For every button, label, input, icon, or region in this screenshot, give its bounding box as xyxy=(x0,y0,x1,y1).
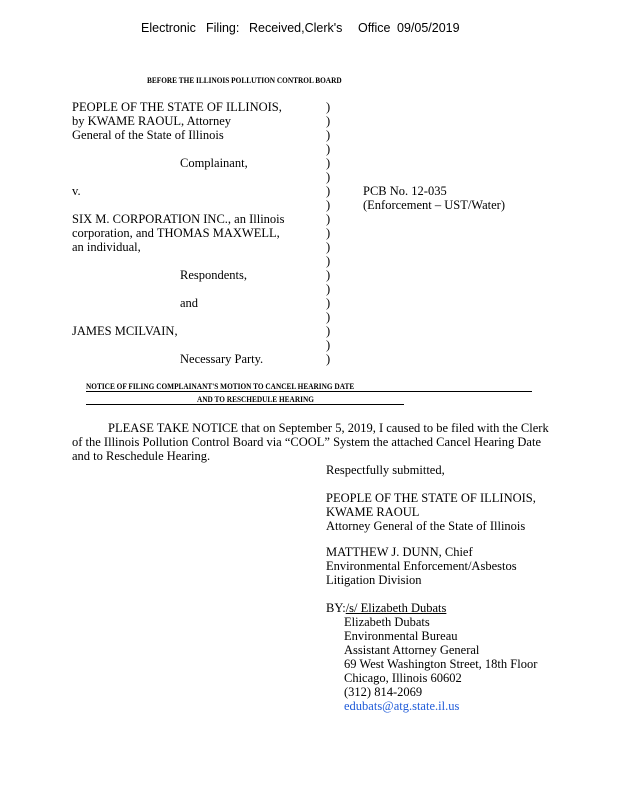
paren: ) xyxy=(326,226,331,240)
versus: v. xyxy=(72,184,81,198)
paren: ) xyxy=(326,338,331,352)
chief-block xyxy=(326,545,517,587)
contact-line: 69 West Washington Street, 18th Floor xyxy=(344,657,538,671)
ag-block xyxy=(326,491,536,533)
contact-line: Elizabeth Dubats xyxy=(344,615,430,629)
closing: Respectfully submitted, xyxy=(326,463,445,477)
caption-paren-column xyxy=(326,100,330,366)
respondent-line: SIX M. CORPORATION INC., an Illinois xyxy=(72,212,285,226)
filing-header-office: Office xyxy=(358,21,391,35)
ag-line: KWAME RAOUL xyxy=(326,505,420,519)
paren: ) xyxy=(326,282,331,296)
case-number: PCB No. 12-035 xyxy=(363,184,447,198)
chief-line: MATTHEW J. DUNN, Chief xyxy=(326,545,473,559)
filing-header-electronic: Electronic xyxy=(141,21,196,35)
contact-line: Chicago, Illinois 60602 xyxy=(344,671,462,685)
email-link[interactable]: edubats@atg.state.il.us xyxy=(344,699,460,713)
ag-line: PEOPLE OF THE STATE OF ILLINOIS, xyxy=(326,491,536,505)
contact-block xyxy=(344,615,537,713)
and-word: and xyxy=(180,296,199,310)
body-line: PLEASE TAKE NOTICE that on September 5, 2019, I caused to be filed with the Clerk xyxy=(108,421,549,435)
paren: ) xyxy=(326,352,331,366)
respondent-line: an individual, xyxy=(72,240,141,254)
body-line: and to Reschedule Hearing. xyxy=(72,449,211,463)
necessary-party-role: Necessary Party. xyxy=(180,352,264,366)
respondent-role: Respondents, xyxy=(180,268,248,282)
paren: ) xyxy=(326,170,331,184)
filing-header-filing: Filing: xyxy=(206,21,240,35)
paren: ) xyxy=(326,100,331,114)
paren: ) xyxy=(326,240,331,254)
complainant-block xyxy=(72,100,282,142)
filing-header-date: 09/05/2019 xyxy=(397,21,460,35)
respondent-block xyxy=(72,212,285,254)
by-line xyxy=(326,601,446,615)
chief-line: Environmental Enforcement/Asbestos xyxy=(326,559,517,573)
paren: ) xyxy=(326,184,331,198)
paren: ) xyxy=(326,254,331,268)
chief-line: Litigation Division xyxy=(326,573,422,587)
paren: ) xyxy=(326,156,331,170)
complainant-line: by KWAME RAOUL, Attorney xyxy=(72,114,232,128)
contact-line: (312) 814-2069 xyxy=(344,685,423,699)
respondent-line: corporation, and THOMAS MAXWELL, xyxy=(72,226,280,240)
electronic-signature: /s/ Elizabeth Dubats xyxy=(345,601,447,615)
ag-line: Attorney General of the State of Illinois xyxy=(326,519,526,533)
paren: ) xyxy=(326,268,331,282)
complainant-line: General of the State of Illinois xyxy=(72,128,224,142)
body-line: of the Illinois Pollution Control Board via “COOL” System the attached Cancel Hearing Date xyxy=(72,435,541,449)
complainant-role: Complainant, xyxy=(180,156,248,170)
complainant-line: PEOPLE OF THE STATE OF ILLINOIS, xyxy=(72,100,282,114)
contact-line: Assistant Attorney General xyxy=(344,643,480,657)
paren: ) xyxy=(326,212,331,226)
paren: ) xyxy=(326,142,331,156)
by-label: BY: xyxy=(326,601,346,615)
case-type: (Enforcement – UST/Water) xyxy=(363,198,505,212)
contact-line: Environmental Bureau xyxy=(344,629,458,643)
paren: ) xyxy=(326,198,331,212)
notice-title-underline xyxy=(86,391,532,392)
paren: ) xyxy=(326,128,331,142)
paren: ) xyxy=(326,310,331,324)
notice-title-line2: AND TO RESCHEDULE HEARING xyxy=(197,394,314,404)
board-title: BEFORE THE ILLINOIS POLLUTION CONTROL BOARD xyxy=(147,75,342,85)
notice-title-underline xyxy=(86,404,404,405)
paren: ) xyxy=(326,296,331,310)
notice-title-line1: NOTICE OF FILING COMPLAINANT'S MOTION TO CANCEL HEARING DATE xyxy=(86,381,355,391)
filing-header-received: Received,Clerk's xyxy=(249,21,343,35)
paren: ) xyxy=(326,324,331,338)
paren: ) xyxy=(326,114,331,128)
necessary-party-name: JAMES MCILVAIN, xyxy=(72,324,178,338)
